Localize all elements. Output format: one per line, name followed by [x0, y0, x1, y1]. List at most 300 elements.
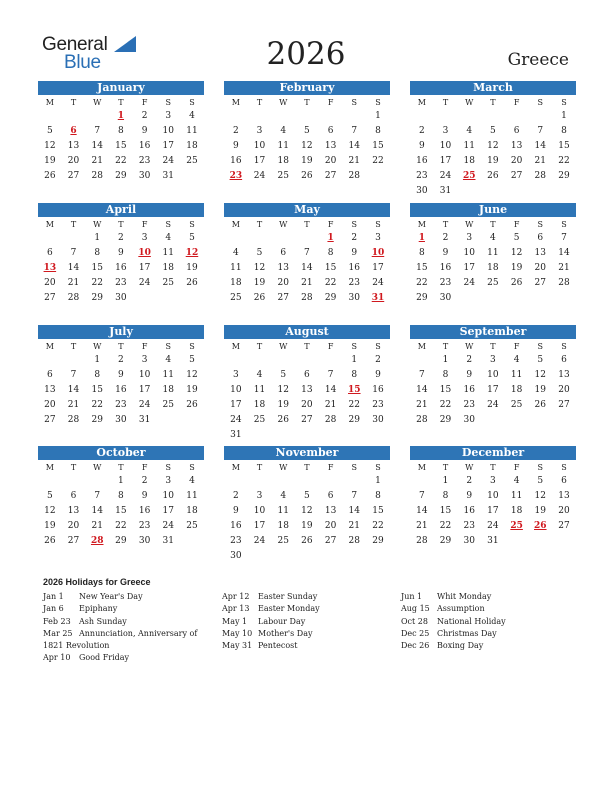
day-cell: 4 [189, 476, 195, 486]
empty-cell [271, 109, 295, 124]
weekday-label: T [442, 98, 449, 107]
empty-cell [295, 231, 319, 246]
day-cell: 25 [230, 293, 242, 303]
empty-cell [342, 474, 366, 489]
empty-cell [410, 109, 434, 124]
day-cell: 7 [351, 491, 358, 501]
weekday-label: M [45, 342, 54, 351]
day-cell: 8 [442, 491, 449, 501]
empty-cell [62, 109, 86, 124]
empty-cell [528, 109, 552, 124]
holiday-name-continued: 1821 Revolution [43, 641, 110, 651]
day-cell: 5 [46, 491, 53, 501]
day-cell: 26 [487, 171, 499, 181]
empty-cell [271, 474, 295, 489]
weekday-label: T [442, 220, 449, 229]
day-cell: 25 [186, 156, 198, 166]
month-grid [410, 339, 576, 428]
day-cell: 1 [94, 355, 101, 365]
day-cell: 15 [372, 141, 384, 151]
weekday-label: M [417, 220, 426, 229]
day-cell: 2 [442, 233, 449, 243]
day-cell: 25 [162, 400, 174, 410]
day-cell: 29 [348, 415, 360, 425]
day-cell: 9 [375, 370, 381, 380]
empty-cell [248, 109, 272, 124]
holiday-row [401, 640, 506, 652]
brand-word-blue: Blue [64, 52, 101, 73]
day-cell: 11 [463, 141, 475, 151]
day-cell: 23 [439, 278, 452, 288]
day-cell: 24 [372, 278, 384, 288]
day-cell: 7 [70, 248, 77, 258]
day-cell: 3 [375, 233, 381, 243]
day-cell: 12 [277, 385, 289, 395]
weekday-label: W [93, 342, 102, 351]
day-cell: 28 [416, 415, 428, 425]
weekday-label: F [141, 98, 148, 107]
month-october [38, 446, 204, 549]
empty-cell [248, 353, 272, 368]
day-cell: 9 [141, 126, 148, 136]
empty-cell [224, 353, 248, 368]
weekday-label: W [93, 220, 102, 229]
day-cell: 1 [118, 476, 124, 486]
day-cell: 17 [230, 400, 242, 410]
day-cell: 5 [304, 126, 310, 136]
day-cell: 5 [189, 355, 195, 365]
day-cell: 8 [375, 491, 381, 501]
month-header: March [410, 81, 576, 95]
day-cell: 21 [91, 156, 103, 166]
day-cell: 1 [351, 355, 358, 365]
holiday-name: Boxing Day [437, 641, 484, 651]
month-june [410, 203, 576, 306]
day-cell: 28 [301, 293, 313, 303]
month-header: August [224, 325, 390, 339]
day-cell: 12 [253, 263, 266, 273]
day-cell: 27 [510, 171, 523, 181]
day-cell: 5 [304, 491, 310, 501]
weekday-label: S [561, 98, 567, 107]
day-cell: 1 [442, 476, 449, 486]
day-cell: 18 [510, 506, 523, 516]
empty-cell [295, 353, 319, 368]
day-cell: 13 [534, 248, 546, 258]
day-cell: 12 [301, 141, 313, 151]
day-cell: 7 [418, 370, 425, 380]
holiday-name: Easter Sunday [258, 592, 318, 601]
weekday-label: T [70, 463, 77, 472]
day-cell: 23 [463, 521, 475, 531]
day-cell: 14 [91, 506, 103, 516]
day-cell: 3 [442, 126, 449, 136]
day-cell: 18 [463, 156, 475, 166]
day-cell: 22 [416, 278, 428, 288]
empty-cell [38, 353, 62, 368]
holiday-day-cell: 25 [510, 521, 523, 531]
day-cell: 8 [442, 370, 449, 380]
month-grid [410, 95, 576, 199]
day-cell: 23 [138, 521, 151, 531]
day-cell: 31 [138, 415, 151, 425]
day-cell: 16 [348, 263, 360, 273]
day-cell: 16 [230, 156, 242, 166]
day-cell: 28 [534, 171, 546, 181]
day-cell: 16 [230, 521, 242, 531]
day-cell: 10 [162, 491, 174, 501]
day-cell: 6 [537, 233, 544, 243]
day-cell: 21 [91, 521, 103, 531]
holiday-column [43, 591, 197, 665]
empty-cell [342, 109, 366, 124]
month-february [224, 81, 390, 184]
day-cell: 20 [510, 156, 523, 166]
month-grid [224, 339, 390, 443]
day-cell: 14 [416, 385, 428, 395]
holiday-name: Annunciation, Anniversary of [79, 628, 198, 638]
day-cell: 20 [44, 400, 56, 410]
day-cell: 21 [416, 521, 428, 531]
weekday-label: M [231, 463, 240, 472]
holiday-date: Apr 10 [43, 653, 71, 663]
day-cell: 2 [141, 476, 148, 486]
weekday-label: T [490, 220, 496, 229]
day-cell: 17 [138, 385, 151, 395]
weekday-label: S [375, 98, 381, 107]
weekday-label: S [537, 342, 544, 351]
day-cell: 27 [44, 415, 56, 425]
day-cell: 1 [375, 111, 381, 121]
holiday-row [43, 652, 197, 664]
day-cell: 6 [561, 476, 567, 486]
day-cell: 27 [67, 171, 80, 181]
day-cell: 7 [304, 248, 310, 258]
day-cell: 4 [232, 248, 239, 258]
day-cell: 17 [253, 156, 266, 166]
day-cell: 12 [44, 141, 56, 151]
holiday-name: Christmas Day [437, 628, 497, 638]
holiday-day-cell: 23 [229, 171, 243, 181]
day-cell: 11 [510, 370, 523, 380]
day-cell: 27 [301, 415, 313, 425]
day-cell: 16 [372, 385, 384, 395]
day-cell: 17 [487, 385, 499, 395]
weekday-label: T [118, 342, 124, 351]
day-cell: 3 [256, 491, 263, 501]
holiday-name: Ash Sunday [79, 616, 127, 626]
day-cell: 23 [230, 536, 242, 546]
holiday-name: National Holiday [437, 616, 506, 626]
day-cell: 20 [67, 156, 80, 166]
day-cell: 10 [253, 141, 266, 151]
day-cell: 5 [490, 126, 496, 136]
day-cell: 18 [277, 156, 289, 166]
weekday-label: T [490, 342, 496, 351]
holiday-name: Mother's Day [258, 628, 313, 638]
day-cell: 26 [510, 278, 523, 288]
holiday-day-cell: 1 [418, 233, 425, 243]
day-cell: 6 [304, 370, 310, 380]
day-cell: 20 [558, 506, 570, 516]
day-cell: 14 [558, 248, 570, 258]
day-cell: 28 [558, 278, 570, 288]
day-cell: 30 [348, 293, 360, 303]
day-cell: 6 [46, 248, 53, 258]
weekday-label: W [93, 98, 102, 107]
day-cell: 20 [558, 385, 570, 395]
day-cell: 10 [487, 370, 499, 380]
holiday-date: May 10 [222, 628, 253, 638]
month-grid [38, 339, 204, 428]
holiday-row [222, 628, 320, 640]
weekday-label: S [165, 342, 172, 351]
empty-cell [85, 109, 109, 124]
weekday-label: S [561, 463, 567, 472]
month-grid [410, 217, 576, 306]
weekday-label: W [93, 463, 102, 472]
month-january [38, 81, 204, 184]
empty-cell [295, 474, 319, 489]
holiday-row [43, 591, 197, 603]
day-cell: 15 [439, 506, 452, 516]
day-cell: 11 [277, 506, 289, 516]
weekday-label: T [118, 98, 124, 107]
holiday-day-cell: 1 [327, 233, 334, 243]
day-cell: 27 [324, 536, 337, 546]
day-cell: 21 [558, 263, 570, 273]
empty-cell [38, 231, 62, 246]
day-cell: 30 [463, 536, 475, 546]
day-cell: 6 [513, 126, 520, 136]
day-cell: 9 [442, 248, 449, 258]
holiday-row [222, 640, 320, 652]
weekday-label: T [70, 342, 77, 351]
day-cell: 27 [558, 521, 570, 531]
day-cell: 7 [70, 370, 77, 380]
weekday-label: W [465, 98, 474, 107]
day-cell: 5 [537, 476, 544, 486]
weekday-label: M [231, 98, 240, 107]
weekday-label: S [165, 463, 172, 472]
day-cell: 31 [162, 536, 174, 546]
month-grid [410, 460, 576, 549]
day-cell: 18 [162, 263, 174, 273]
day-cell: 14 [67, 385, 80, 395]
weekday-label: T [490, 463, 496, 472]
empty-cell [457, 109, 481, 124]
day-cell: 9 [232, 506, 239, 516]
weekday-label: W [465, 342, 474, 351]
day-cell: 4 [165, 233, 172, 243]
day-cell: 24 [230, 415, 242, 425]
day-cell: 21 [416, 400, 428, 410]
weekday-label: S [351, 220, 358, 229]
weekday-label: S [351, 98, 358, 107]
day-cell: 12 [487, 141, 499, 151]
day-cell: 14 [348, 506, 360, 516]
weekday-label: M [45, 463, 54, 472]
day-cell: 23 [463, 400, 475, 410]
weekday-label: F [141, 342, 148, 351]
day-cell: 23 [115, 400, 127, 410]
weekday-label: S [165, 98, 172, 107]
day-cell: 4 [189, 111, 195, 121]
day-cell: 3 [466, 233, 473, 243]
weekday-label: T [490, 98, 496, 107]
holiday-date: May 31 [222, 641, 253, 651]
day-cell: 20 [534, 263, 546, 273]
month-april [38, 203, 204, 306]
day-cell: 29 [91, 415, 103, 425]
day-cell: 4 [256, 370, 263, 380]
month-header: May [224, 203, 390, 217]
day-cell: 30 [463, 415, 475, 425]
day-cell: 15 [324, 263, 337, 273]
day-cell: 24 [487, 521, 499, 531]
weekday-label: W [465, 220, 474, 229]
empty-cell [410, 353, 434, 368]
weekday-label: T [304, 342, 310, 351]
empty-cell [224, 231, 248, 246]
holiday-date: Oct 28 [401, 616, 428, 626]
day-cell: 24 [439, 171, 452, 181]
day-cell: 11 [186, 491, 198, 501]
empty-cell [410, 474, 434, 489]
day-cell: 22 [115, 521, 127, 531]
empty-cell [248, 231, 272, 246]
day-cell: 15 [115, 506, 127, 516]
day-cell: 8 [94, 370, 101, 380]
empty-cell [434, 109, 458, 124]
day-cell: 15 [558, 141, 570, 151]
day-cell: 2 [466, 476, 473, 486]
weekday-label: T [256, 342, 263, 351]
holiday-column [222, 591, 320, 652]
month-header: September [410, 325, 576, 339]
day-cell: 8 [118, 126, 124, 136]
weekday-label: M [417, 98, 426, 107]
weekday-label: W [279, 342, 288, 351]
weekday-label: F [513, 98, 520, 107]
day-cell: 18 [510, 385, 523, 395]
day-cell: 14 [348, 141, 360, 151]
weekday-label: S [189, 220, 195, 229]
empty-cell [224, 474, 248, 489]
month-grid [224, 460, 390, 564]
weekday-label: F [141, 220, 148, 229]
day-cell: 9 [118, 248, 124, 258]
day-cell: 15 [416, 263, 428, 273]
day-cell: 4 [280, 126, 287, 136]
day-cell: 8 [418, 248, 425, 258]
month-header: December [410, 446, 576, 460]
day-cell: 12 [534, 370, 546, 380]
day-cell: 16 [115, 263, 127, 273]
holiday-day-cell: 10 [138, 248, 151, 258]
weekday-label: M [417, 463, 426, 472]
day-cell: 4 [466, 126, 473, 136]
day-cell: 7 [351, 126, 358, 136]
day-cell: 20 [277, 278, 289, 288]
day-cell: 5 [280, 370, 287, 380]
holiday-day-cell: 13 [43, 263, 57, 273]
day-cell: 29 [115, 171, 127, 181]
month-header: July [38, 325, 204, 339]
day-cell: 26 [301, 171, 313, 181]
holiday-date: Jun 1 [401, 592, 423, 601]
day-cell: 1 [561, 111, 567, 121]
day-cell: 29 [372, 536, 384, 546]
day-cell: 28 [324, 415, 337, 425]
day-cell: 29 [91, 293, 103, 303]
day-cell: 16 [463, 506, 475, 516]
empty-cell [224, 109, 248, 124]
month-august [224, 325, 390, 443]
day-cell: 22 [439, 400, 452, 410]
day-cell: 12 [301, 506, 313, 516]
day-cell: 20 [67, 521, 80, 531]
day-cell: 19 [277, 400, 289, 410]
day-cell: 1 [442, 355, 449, 365]
day-cell: 26 [44, 171, 56, 181]
month-header: February [224, 81, 390, 95]
weekday-label: S [561, 220, 567, 229]
weekday-label: F [141, 463, 148, 472]
day-cell: 14 [91, 141, 103, 151]
empty-cell [38, 474, 62, 489]
day-cell: 24 [162, 521, 174, 531]
day-cell: 28 [91, 171, 103, 181]
day-cell: 26 [534, 400, 546, 410]
holiday-name: Good Friday [79, 653, 130, 663]
day-cell: 2 [118, 233, 124, 243]
weekday-label: F [513, 342, 520, 351]
day-cell: 24 [487, 400, 499, 410]
day-cell: 7 [94, 491, 101, 501]
day-cell: 6 [327, 126, 334, 136]
day-cell: 27 [558, 400, 570, 410]
day-cell: 3 [165, 111, 172, 121]
month-may [224, 203, 390, 306]
day-cell: 26 [186, 278, 198, 288]
day-cell: 2 [232, 126, 239, 136]
weekday-label: F [327, 220, 334, 229]
weekday-label: T [118, 220, 124, 229]
day-cell: 19 [301, 521, 313, 531]
weekday-label: S [165, 220, 172, 229]
holiday-day-cell: 15 [348, 385, 361, 395]
day-cell: 13 [301, 385, 313, 395]
day-cell: 14 [534, 141, 546, 151]
empty-cell [481, 109, 505, 124]
day-cell: 19 [186, 263, 198, 273]
day-cell: 18 [186, 141, 198, 151]
day-cell: 9 [351, 248, 358, 258]
empty-cell [38, 109, 62, 124]
day-cell: 8 [561, 126, 567, 136]
day-cell: 13 [324, 506, 337, 516]
day-cell: 13 [558, 370, 570, 380]
holiday-date: Dec 26 [401, 641, 430, 651]
day-cell: 4 [280, 491, 287, 501]
day-cell: 19 [510, 263, 523, 273]
month-march [410, 81, 576, 199]
holiday-row [401, 628, 506, 640]
weekday-label: M [231, 342, 240, 351]
day-cell: 13 [44, 385, 56, 395]
day-cell: 21 [348, 156, 360, 166]
